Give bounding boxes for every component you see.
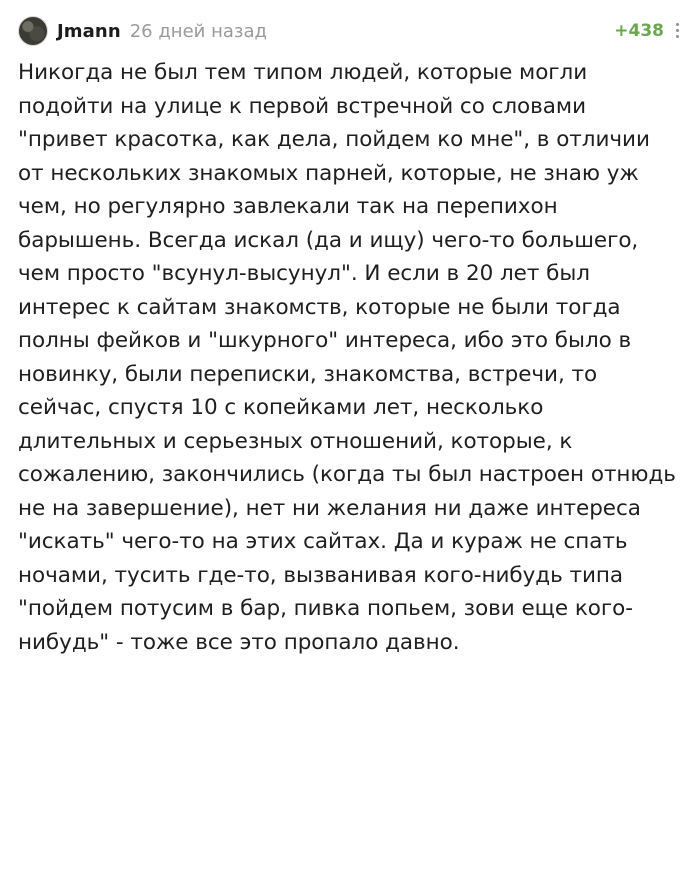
user-avatar-icon[interactable]	[18, 16, 48, 46]
comment-timestamp: 26 дней назад	[129, 20, 267, 42]
comment-header	[18, 14, 682, 48]
comment-author-name[interactable]: Jmann	[57, 20, 121, 42]
comment-rating[interactable]: +438	[614, 21, 664, 41]
comment-text: Никогда не был тем типом людей, которые могли подойти на улице к первой встречной со словами "привет красотка, как дела, пойдем ко мне", в отличии от нескольких знакомых парней, которые, не знаю уж чем, но регулярно завлекали так на перепихон барышень. Всегда искал (да и ищу) чего-то большего, чем просто "всунул-высунул". И если в 20 лет был интерес к сайтам знакомств, которые не были тогда полны фейков и "шкурного" интереса, ибо это было в новинку, были переписки, знакомства, встречи, то сейчас, спустя 10 с копейками лет, несколько длительных и серьезных отношений, которые, к сожалению, закончились (когда ты был настроен отнюдь не на завершение), нет ни желания ни даже интереса "искать" чего-то на этих сайтах. Да и кураж не спать ночами, тусить где-то, вызванивая кого-нибудь типа "пойдем потусим в бар, пивка попьем, зови еще кого-нибудь" - тоже все это пропало давно.	[18, 60, 683, 655]
more-options-icon[interactable]	[676, 22, 680, 40]
